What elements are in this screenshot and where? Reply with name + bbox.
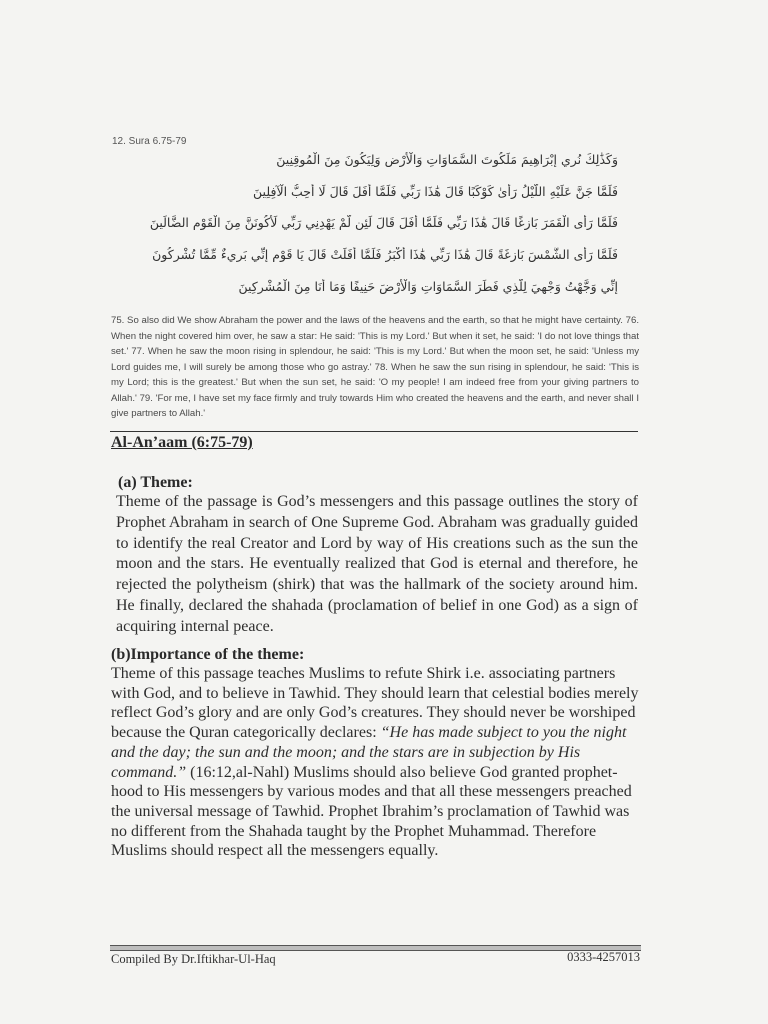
footer-divider [110, 945, 641, 951]
importance-text-start: Theme of this passage teaches Muslims to refute Shirk i.e. associating partners with God, and to believe in Tawhid. They should learn that celestial bodies merely reflect God’s glory and are only God’s creatures. They should never be worshiped because the Quran categorically declares: [111, 665, 639, 742]
theme-heading: (a) Theme: [118, 474, 193, 491]
sura-reference: 12. Sura 6.75-79 [112, 136, 187, 147]
importance-heading: (b)Importance of the theme: [111, 646, 305, 663]
importance-paragraph [111, 664, 639, 861]
arabic-verse-line: فَلَمَّا رَأَى الشَّمْسَ بَازِغَةً قَالَ هَٰذَا رَبِّي هَٰذَا أَكْبَرُ فَلَمَّا أَفَلَتْ قَالَ يَا قَوْمِ إِنِّي بَرِيءٌ مِّمَّا تُشْرِكُونَ [152, 247, 618, 262]
section-title: Al-An’aam (6:75-79) [111, 434, 253, 451]
arabic-verse-line: فَلَمَّا جَنَّ عَلَيْهِ اللَّيْلُ رَأَىٰ كَوْكَبًا قَالَ هَٰذَا رَبِّي فَلَمَّا أَفَلَ قَالَ لَا أُحِبُّ الْآفِلِينَ [253, 184, 618, 199]
section-divider [110, 431, 638, 432]
arabic-verse-line: وَكَذَٰلِكَ نُرِي إِبْرَاهِيمَ مَلَكُوتَ السَّمَاوَاتِ وَالْأَرْضِ وَلِيَكُونَ مِنَ الْمُوقِنِينَ [276, 152, 618, 167]
english-translation: 75. So also did We show Abraham the power and the laws of the heavens and the earth, so that he might have certainty. 76. When the night covered him over, he saw a star: He said: 'This is my Lord.' But when it set, he said: 'I do not love things that set.' 77. When he saw the moon rising in splendour, he said: 'This is my Lord.' But when the moon set, he said: 'Unless my Lord guides me, I will surely be among those who go astray.' 78. When he saw the sun rising in splendour, he said: 'This is my Lord; this is the greatest.' But when the sun set, he said: 'O my people! I am indeed free from your giving partners to Allah.' 79. 'For me, I have set my face firmly and truly towards Him who created the heavens and the earth, and never shall I give partners to Allah.' [111, 315, 639, 419]
arabic-verse-line: إِنِّي وَجَّهْتُ وَجْهِيَ لِلَّذِي فَطَرَ السَّمَاوَاتِ وَالْأَرْضَ حَنِيفًا وَمَا أَنَا مِنَ الْمُشْرِكِينَ [238, 279, 618, 294]
importance-text-end: (16:12,al-Nahl) Muslims should also believe God granted prophet-hood to His messengers by various modes and that all these messengers preached the universal message of Tawhid. Prophet Ibrahim’s proclamation of Tawhid was no different from the Shahada taught by the Prophet Muhammad. Therefore Muslims should respect all the messengers equally. [111, 763, 632, 860]
theme-paragraph: Theme of the passage is God’s messengers and this passage outlines the story of Prophet Abraham in search of One Supreme God. Abraham was gradually guided to identify the real Creator and Lord by way of His creations such as the sun the moon and the stars. He eventually realized that God is eternal and therefore, he rejected the polytheism (shirk) that was the hallmark of the society around him. He finally, declared the shahada (proclamation of belief in one God) as a sign of acquiring internal peace. [116, 493, 638, 635]
contact-phone: 0333-4257013 [567, 950, 640, 964]
compiler-credit: Compiled By Dr.Iftikhar-Ul-Haq [111, 952, 276, 966]
quran-quote: “He has made subject to you the night and the day; the sun and the moon; and the stars are in subjection by His command.” [111, 724, 627, 781]
arabic-verse-line: فَلَمَّا رَأَى الْقَمَرَ بَازِغًا قَالَ هَٰذَا رَبِّي فَلَمَّا أَفَلَ قَالَ لَئِن لَّمْ يَهْدِنِي رَبِّي لَأَكُونَنَّ مِنَ الْقَوْمِ الضَّالِّينَ [149, 215, 618, 230]
